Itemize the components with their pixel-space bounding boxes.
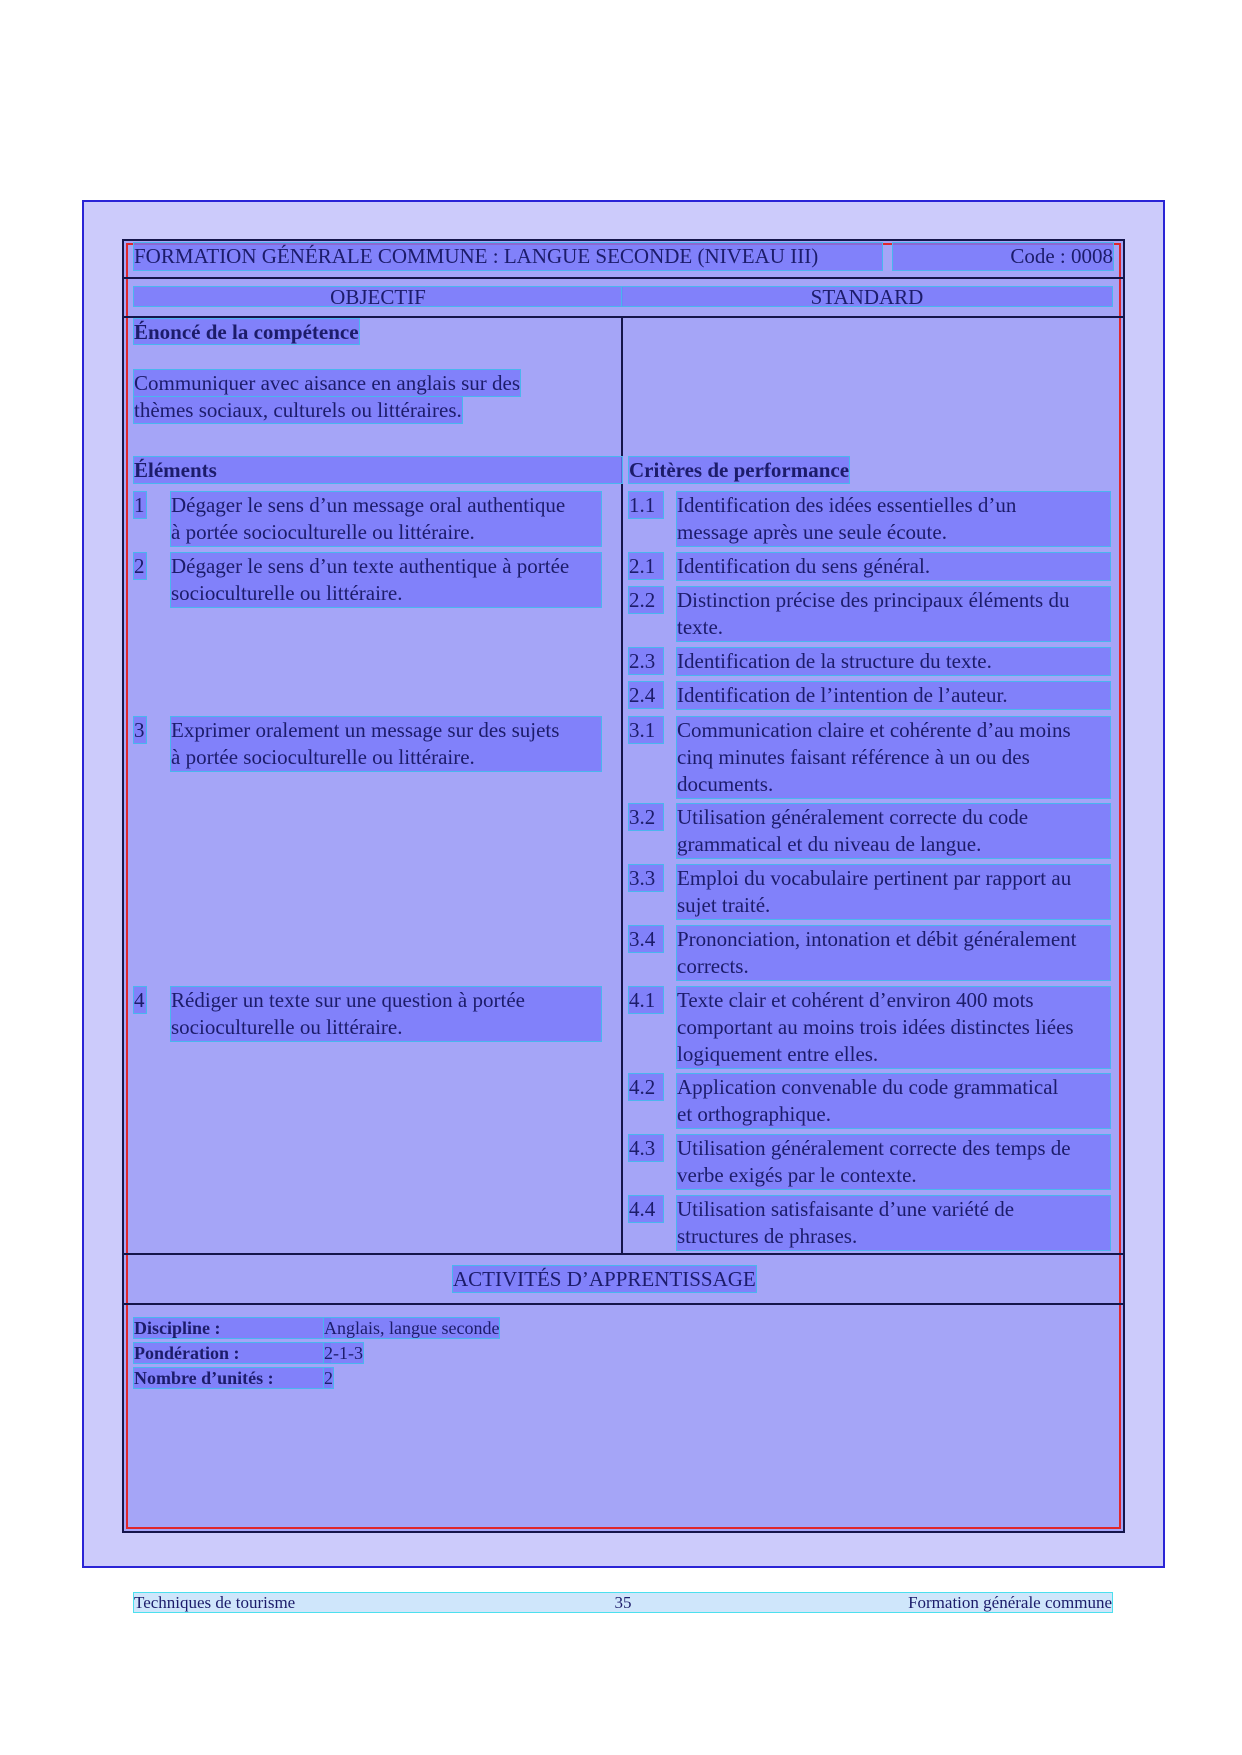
page-footer bbox=[134, 1593, 1112, 1612]
element-text bbox=[171, 492, 601, 546]
criterion-text-line: structures de phrases. bbox=[677, 1224, 858, 1248]
criterion-text bbox=[677, 682, 1110, 709]
element-text-line: à portée socioculturelle ou littéraire. bbox=[171, 745, 475, 769]
discipline-label: Discipline : bbox=[134, 1318, 330, 1338]
criterion-text-line: Identification du sens général. bbox=[677, 554, 931, 578]
criterion-text bbox=[677, 926, 1110, 980]
footer-program: Techniques de tourisme bbox=[134, 1593, 296, 1612]
criterion-text-line: Texte clair et cohérent d’environ 400 mots bbox=[677, 988, 1034, 1012]
criterion-text-line: Utilisation satisfaisante d’une variété de bbox=[677, 1197, 1015, 1221]
criterion-text bbox=[677, 492, 1110, 546]
criterion-text bbox=[677, 553, 1110, 580]
criterion-text bbox=[677, 1135, 1110, 1189]
element-text-line: socioculturelle ou littéraire. bbox=[171, 581, 403, 605]
element-text-line: Exprimer oralement un message sur des sujets bbox=[171, 718, 560, 742]
criterion-number: 1.1 bbox=[629, 492, 663, 518]
elements-heading: Éléments bbox=[134, 457, 622, 483]
competence-line-1: Communiquer avec aisance en anglais sur des bbox=[134, 371, 521, 395]
criterion-text-line: logiquement entre elles. bbox=[677, 1042, 879, 1066]
criterion-text-line: Emploi du vocabulaire pertinent par rapport au bbox=[677, 866, 1072, 890]
ponderation-value: 2-1-3 bbox=[324, 1343, 363, 1363]
criterion-number: 3.2 bbox=[629, 804, 663, 830]
discipline-value: Anglais, langue seconde bbox=[324, 1318, 500, 1338]
criterion-number: 4.2 bbox=[629, 1074, 663, 1100]
criterion-text bbox=[677, 717, 1110, 798]
criterion-number: 3.3 bbox=[629, 865, 663, 891]
criterion-text-line: corrects. bbox=[677, 954, 749, 978]
element-number: 2 bbox=[134, 554, 145, 578]
criterion-text-line: Application convenable du code grammatical bbox=[677, 1075, 1059, 1099]
criterion-number: 4.3 bbox=[629, 1135, 663, 1161]
criterion-number: 4.4 bbox=[629, 1196, 663, 1222]
criterion-number: 2.4 bbox=[629, 682, 663, 708]
criterion-text-line: texte. bbox=[677, 615, 724, 639]
element-number: 4 bbox=[134, 988, 145, 1012]
criterion-text-line: Identification de la structure du texte. bbox=[677, 649, 992, 673]
course-title: FORMATION GÉNÉRALE COMMUNE : LANGUE SECONDE (NIVEAU III) bbox=[134, 243, 882, 270]
criterion-number: 2.2 bbox=[629, 587, 663, 613]
element-number: 3 bbox=[134, 718, 145, 742]
criterion-text bbox=[677, 987, 1110, 1068]
criterion-text bbox=[677, 804, 1110, 858]
criterion-text bbox=[677, 1196, 1110, 1250]
element-text bbox=[171, 717, 601, 771]
rule-below-columns bbox=[124, 316, 1123, 318]
competence-heading: Énoncé de la compétence bbox=[134, 320, 359, 344]
criterion-text-line: Utilisation généralement correcte des temps de bbox=[677, 1136, 1071, 1160]
criterion-text-line: message après une seule écoute. bbox=[677, 520, 947, 544]
criterion-text-line: Utilisation généralement correcte du code bbox=[677, 805, 1029, 829]
element-text-line: Rédiger un texte sur une question à portée bbox=[171, 988, 525, 1012]
criterion-text-line: sujet traité. bbox=[677, 893, 771, 917]
standard-header: STANDARD bbox=[810, 285, 924, 309]
criterion-number: 2.1 bbox=[629, 553, 663, 579]
footer-section: Formation générale commune bbox=[908, 1593, 1112, 1612]
criterion-number: 3.1 bbox=[629, 717, 663, 743]
ponderation-label: Pondération : bbox=[134, 1343, 330, 1363]
activities-title: ACTIVITÉS D’APPRENTISSAGE bbox=[453, 1267, 756, 1291]
objectif-header: OBJECTIF bbox=[330, 285, 426, 309]
criterion-text-line: Identification des idées essentielles d’un bbox=[677, 493, 1017, 517]
element-text bbox=[171, 987, 601, 1041]
element-text-line: Dégager le sens d’un message oral authentique bbox=[171, 493, 566, 517]
criterion-text-line: documents. bbox=[677, 772, 774, 796]
rule-above-activities bbox=[124, 1253, 1123, 1255]
criterion-text-line: Prononciation, intonation et débit généralement bbox=[677, 927, 1077, 951]
criterion-text bbox=[677, 648, 1110, 675]
criterion-text-line: Distinction précise des principaux éléments du bbox=[677, 588, 1070, 612]
element-text-line: Dégager le sens d’un texte authentique à portée bbox=[171, 554, 570, 578]
element-text bbox=[171, 553, 601, 607]
rule-below-activities bbox=[124, 1303, 1123, 1305]
criterion-text-line: comportant au moins trois idées distinctes liées bbox=[677, 1015, 1074, 1039]
criterion-text bbox=[677, 587, 1110, 641]
criterion-number: 2.3 bbox=[629, 648, 663, 674]
element-text-line: à portée socioculturelle ou littéraire. bbox=[171, 520, 475, 544]
course-code: Code : 0008 bbox=[893, 243, 1113, 270]
units-value: 2 bbox=[324, 1368, 333, 1388]
criterion-number: 3.4 bbox=[629, 926, 663, 952]
page-number: 35 bbox=[614, 1593, 632, 1612]
units-label: Nombre d’unités : bbox=[134, 1368, 330, 1388]
element-number: 1 bbox=[134, 493, 145, 517]
criterion-text bbox=[677, 1074, 1110, 1128]
criterion-text-line: cinq minutes faisant référence à un ou des bbox=[677, 745, 1030, 769]
criterion-text-line: verbe exigés par le contexte. bbox=[677, 1163, 917, 1187]
criterion-number: 4.1 bbox=[629, 987, 663, 1013]
criterion-text-line: Identification de l’intention de l’auteur. bbox=[677, 683, 1008, 707]
rule-below-title bbox=[124, 277, 1123, 279]
criterion-text-line: Communication claire et cohérente d’au moins bbox=[677, 718, 1071, 742]
competence-line-2: thèmes sociaux, culturels ou littéraires. bbox=[134, 398, 462, 422]
criteria-heading: Critères de performance bbox=[629, 458, 850, 482]
criterion-text bbox=[677, 865, 1110, 919]
criterion-text-line: grammatical et du niveau de langue. bbox=[677, 832, 982, 856]
criterion-text-line: et orthographique. bbox=[677, 1102, 831, 1126]
element-text-line: socioculturelle ou littéraire. bbox=[171, 1015, 403, 1039]
